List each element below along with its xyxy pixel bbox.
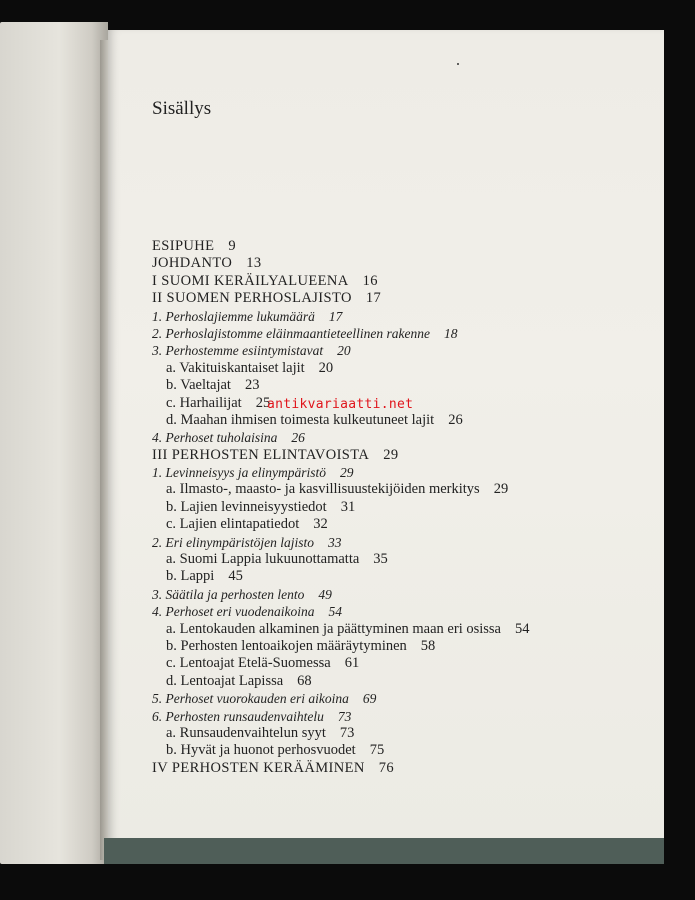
- toc-entry-label: JOHDANTO: [152, 255, 233, 272]
- toc-entry-label: ESIPUHE: [152, 238, 215, 254]
- toc-entry-label: c. Lajien elintapatiedot: [166, 516, 300, 533]
- toc-entry-page: 31: [340, 498, 356, 515]
- toc-entry-page: 16: [362, 272, 378, 289]
- toc-entry-label: 2. Perhoslajistomme eläinmaantieteellinen rakenne: [152, 325, 430, 341]
- toc-entry-page: 23: [244, 377, 260, 394]
- toc-entry-page: 45: [228, 568, 243, 585]
- toc-entry-label: a. Suomi Lappia lukuunottamatta: [166, 551, 360, 568]
- cover-board-edge: [104, 838, 664, 864]
- toc-entry-label: a. Ilmasto-, maasto- ja kasvillisuustekijöiden merkitys: [166, 481, 480, 498]
- toc-entry: [152, 621, 652, 638]
- toc-entry-page: 29: [493, 481, 509, 498]
- toc-entry-label: a. Runsaudenvaihtelun syyt: [166, 724, 326, 741]
- toc-entry-label: IV PERHOSTEN KERÄÄMINEN: [152, 759, 365, 776]
- toc-entry: [152, 534, 652, 551]
- toc-entry: [152, 516, 652, 533]
- toc-entry-label: d. Lentoajat Lapissa: [166, 672, 284, 689]
- toc-entry: [152, 464, 652, 481]
- toc-entry: [152, 377, 652, 394]
- toc-entry-label: 4. Perhoset eri vuodenaikoina: [152, 604, 315, 620]
- toc-entry-label: I SUOMI KERÄILYALUEENA: [152, 272, 349, 289]
- toc-entry-page: 33: [328, 534, 342, 550]
- toc-entry-page: 69: [362, 691, 377, 707]
- toc-entry-label: b. Lajien levinneisyystiedot: [166, 498, 327, 515]
- toc-entry-label: 3. Säätila ja perhosten lento: [152, 586, 305, 602]
- page-title: Sisällys: [152, 98, 212, 119]
- toc-entry-page: 20: [337, 343, 351, 359]
- toc-entry-page: 76: [378, 759, 395, 776]
- toc-entry: [152, 760, 652, 777]
- toc-entry: [152, 742, 652, 759]
- toc-entry-page: 13: [246, 255, 262, 272]
- toc-entry-page: 17: [328, 308, 343, 324]
- toc-entry-label: b. Perhosten lentoaikojen määräytyminen: [166, 637, 407, 654]
- toc-entry-label: c. Lentoajat Etelä-Suomessa: [166, 655, 331, 672]
- toc-entry: [152, 255, 652, 272]
- toc-entry: [152, 308, 652, 325]
- toc-entry: [152, 325, 652, 342]
- toc-entry: [152, 655, 652, 672]
- toc-entry: [152, 638, 652, 655]
- watermark: antikvariaatti.net: [267, 397, 414, 412]
- toc-entry-page: 73: [337, 708, 352, 724]
- toc-entry: [152, 499, 652, 516]
- toc-entry-label: III PERHOSTEN ELINTAVOISTA: [152, 446, 370, 463]
- toc-entry-page: 54: [515, 620, 530, 637]
- toc-entry: [152, 673, 652, 690]
- toc-entry-page: 61: [344, 655, 360, 672]
- toc-entry: [152, 551, 652, 568]
- left-page: [0, 22, 108, 864]
- toc-entry-label: a. Lentokauden alkaminen ja päättyminen maan eri osissa: [166, 620, 501, 637]
- toc-entry-label: d. Maahan ihmisen toimesta kulkeutuneet lajit: [166, 411, 435, 428]
- toc-entry: [152, 708, 652, 725]
- toc-entry: [152, 690, 652, 707]
- toc-entry-page: 58: [420, 637, 436, 654]
- toc-entry-page: 54: [328, 604, 342, 620]
- toc-entry: [152, 586, 652, 603]
- toc-entry-label: 1. Perhoslajiemme lukumäärä: [152, 308, 315, 324]
- toc-entry-label: b. Lappi: [166, 568, 215, 585]
- toc-entry-page: 17: [365, 290, 382, 307]
- toc-entry-page: 26: [291, 430, 305, 446]
- toc-entry-label: 4. Perhoset tuholaisina: [152, 430, 278, 446]
- toc-entry-label: 1. Levinneisyys ja elinympäristö: [152, 465, 326, 481]
- toc-entry: [152, 568, 652, 585]
- toc-entry-page: 35: [373, 551, 388, 568]
- toc-entry-label: 6. Perhosten runsaudenvaihtelu: [152, 708, 324, 724]
- paper-speck: [457, 63, 459, 65]
- toc-entry: [152, 342, 652, 359]
- toc-entry: [152, 481, 652, 498]
- toc-entry: [152, 238, 652, 255]
- toc-entry-page: 75: [369, 742, 385, 759]
- toc-entry-page: 29: [339, 465, 354, 481]
- toc-entry-page: 18: [443, 325, 458, 341]
- toc-entry: [152, 725, 652, 742]
- toc-entry-page: 25: [255, 394, 271, 411]
- table-of-contents: [152, 238, 652, 777]
- toc-entry-page: 68: [297, 672, 312, 689]
- toc-entry-label: c. Harhailijat: [166, 394, 242, 411]
- toc-entry-label: 5. Perhoset vuorokauden eri aikoina: [152, 691, 349, 707]
- toc-entry-page: 73: [339, 724, 355, 741]
- toc-entry: [152, 360, 652, 377]
- toc-entry-page: 9: [228, 238, 237, 254]
- toc-entry-page: 20: [318, 359, 334, 376]
- toc-entry-page: 29: [383, 446, 399, 463]
- toc-entry: [152, 447, 652, 464]
- toc-entry: [152, 429, 652, 446]
- toc-entry-label: b. Hyvät ja huonot perhosvuodet: [166, 742, 356, 759]
- toc-entry: [152, 290, 652, 307]
- toc-entry-label: 3. Perhostemme esiintymistavat: [152, 343, 324, 359]
- toc-entry-page: 32: [313, 516, 328, 533]
- toc-entry-label: 2. Eri elinympäristöjen lajisto: [152, 534, 314, 550]
- toc-entry: [152, 273, 652, 290]
- toc-entry-label: II SUOMEN PERHOSLAJISTO: [152, 290, 352, 307]
- toc-entry-page: 26: [448, 411, 463, 428]
- toc-entry: [152, 412, 652, 429]
- toc-entry-page: 49: [318, 586, 332, 602]
- toc-entry-label: a. Vakituiskantaiset lajit: [166, 359, 305, 376]
- toc-entry-label: b. Vaeltajat: [166, 377, 231, 394]
- toc-entry: [152, 603, 652, 620]
